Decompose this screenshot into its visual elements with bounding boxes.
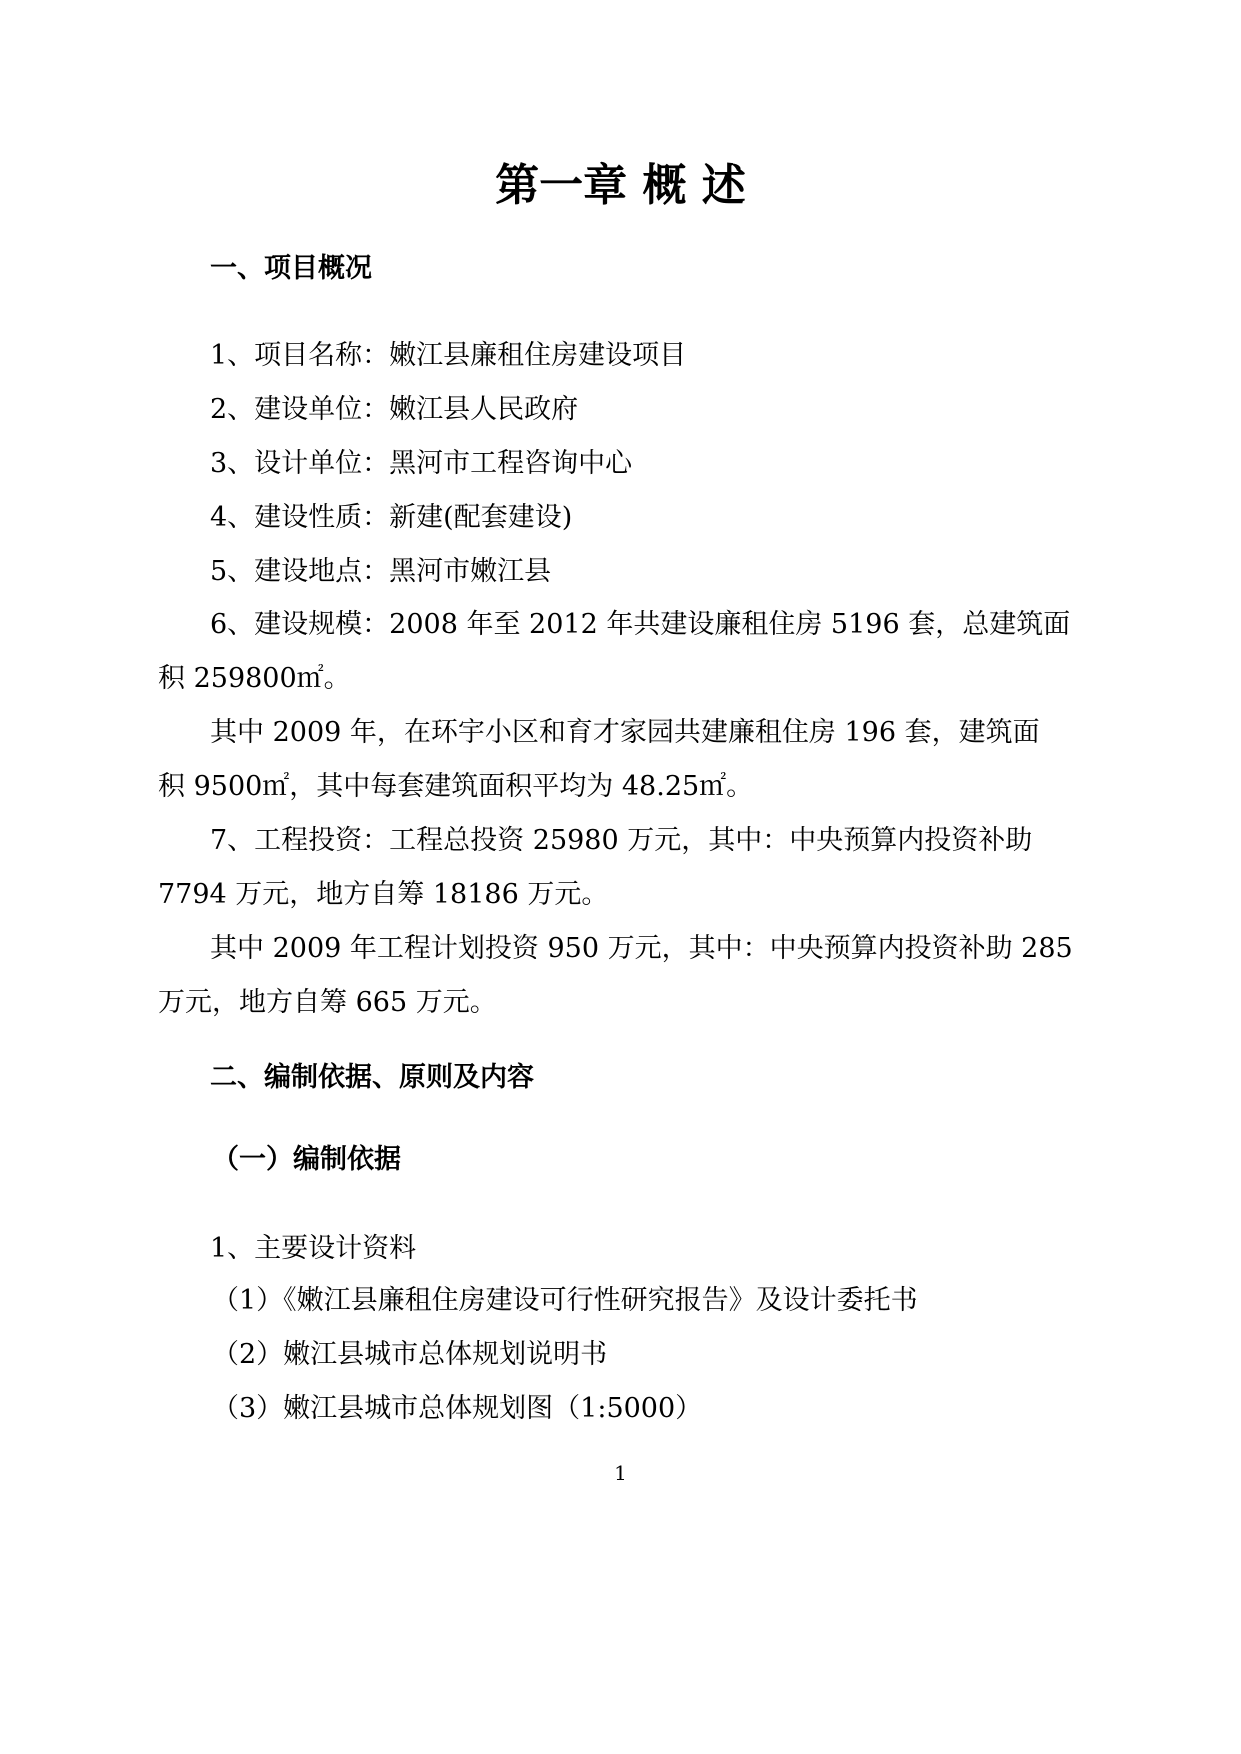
paragraph-2009-scale-line2: 积 9500㎡，其中每套建筑面积平均为 48.25㎡。: [158, 771, 754, 802]
list-item-master-plan-map: （3）嫩江县城市总体规划图（1:5000）: [212, 1393, 703, 1424]
list-item-feasibility-report: （1）《嫩江县廉租住房建设可行性研究报告》及设计委托书: [212, 1285, 918, 1316]
paragraph-scale-line1: 6、建设规模：2008 年至 2012 年共建设廉租住房 5196 套，总建筑面: [210, 609, 1071, 640]
section-heading-basis-principles: 二、编制依据、原则及内容: [210, 1062, 534, 1093]
section-heading-project-overview: 一、项目概况: [210, 253, 372, 284]
item-construction-location: 5、建设地点：黑河市嫩江县: [210, 556, 552, 587]
paragraph-2009-investment-line2: 万元，地方自筹 665 万元。: [158, 987, 497, 1018]
list-title-design-materials: 1、主要设计资料: [210, 1233, 417, 1264]
paragraph-2009-investment-line1: 其中 2009 年工程计划投资 950 万元，其中：中央预算内投资补助 285: [210, 933, 1073, 964]
item-construction-nature: 4、建设性质：新建(配套建设): [210, 502, 573, 533]
item-construction-unit: 2、建设单位：嫩江县人民政府: [210, 394, 579, 425]
list-item-master-plan-manual: （2）嫩江县城市总体规划说明书: [212, 1339, 608, 1370]
page-number: 1: [614, 1461, 627, 1485]
paragraph-investment-line1: 7、工程投资：工程总投资 25980 万元，其中：中央预算内投资补助: [210, 825, 1033, 856]
item-design-unit: 3、设计单位：黑河市工程咨询中心: [210, 448, 633, 479]
subsection-heading-basis: （一）编制依据: [212, 1144, 401, 1175]
item-project-name: 1、项目名称：嫩江县廉租住房建设项目: [210, 340, 687, 371]
paragraph-investment-line2: 7794 万元，地方自筹 18186 万元。: [158, 879, 609, 910]
paragraph-2009-scale-line1: 其中 2009 年，在环宇小区和育才家园共建廉租住房 196 套，建筑面: [210, 717, 1040, 748]
paragraph-scale-line2: 积 259800㎡。: [158, 663, 351, 694]
chapter-title: 第一章 概 述: [495, 160, 746, 211]
